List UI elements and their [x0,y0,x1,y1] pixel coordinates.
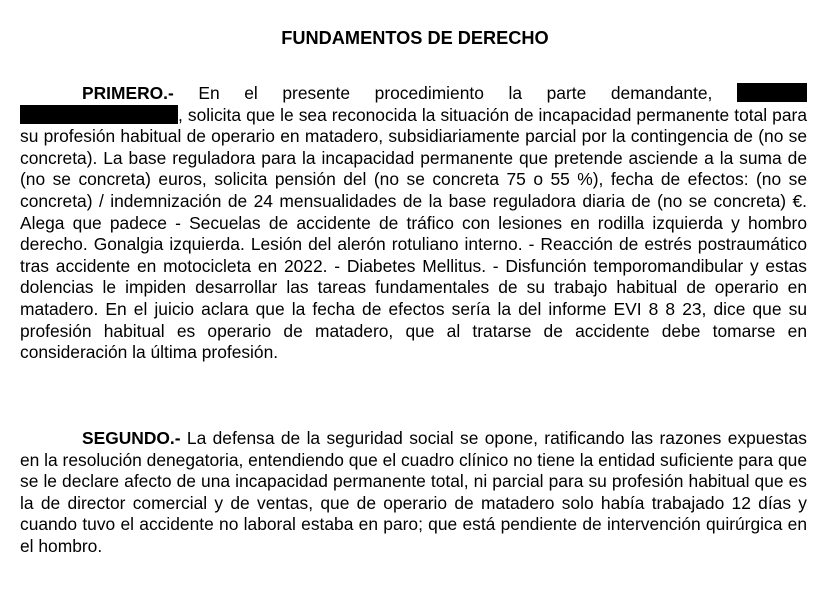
redaction-bar [737,83,807,102]
paragraph-primero [20,83,807,364]
redaction-bar [20,105,178,124]
primero-text-b: , solicita que le sea reconocida la situación de incapacidad permanente total para su profesión habitual de operario en matadero, subsidiariamente parcial por la contingencia de (no se concreta). La base reguladora para la incapacidad permanente que pretende asciende a la suma de (no se concreta) euros, solicita pensión del (no se concreta 75 o 55 %), fecha de efectos: (no se concreta) / indemnización de 24 mensualidades de la base reguladora diaria de (no se concreta) €. Alega que padece - Secuelas de accidente de tráfico con lesiones en rodilla izquierda y hombro derecho. Gonalgia izquierda. Lesión del alerón rotuliano interno. - Reacción de estrés postraumático tras accidente en motocicleta en 2022. - Diabetes Mellitus. - Disfunción temporomandibular y estas dolencias le impiden desarrollar las tareas fundamentales de su trabajo habitual de operario en matadero. En el juicio aclara que la fecha de efectos sería la del informe EVI 8 8 23, dice que su profesión habitual es operario de matadero, que al tratarse de accidente debe tomarse en consideración la última profesión. [20,104,807,363]
segundo-text: La defensa de la seguridad social se opone, ratificando las razones expuestas en la resolución denegatoria, entendiendo que el cuadro clínico no tiene la entidad suficiente para que se le declare afecto de una incapacidad permanente total, ni parcial para su profesión habitual que es la de director comercial y de ventas, que de operario de matadero solo había trabajado 12 días y cuando tuvo el accidente no laboral estaba en paro; que está pendiente de intervención quirúrgica en el hombro. [20,428,808,556]
section-title: FUNDAMENTOS DE DERECHO [281,28,549,48]
primero-text-a: En el presente procedimiento la parte demandante, [198,83,713,103]
paragraph-segundo [20,428,807,558]
segundo-heading: SEGUNDO.- [82,428,181,448]
primero-heading: PRIMERO.- [82,83,174,103]
